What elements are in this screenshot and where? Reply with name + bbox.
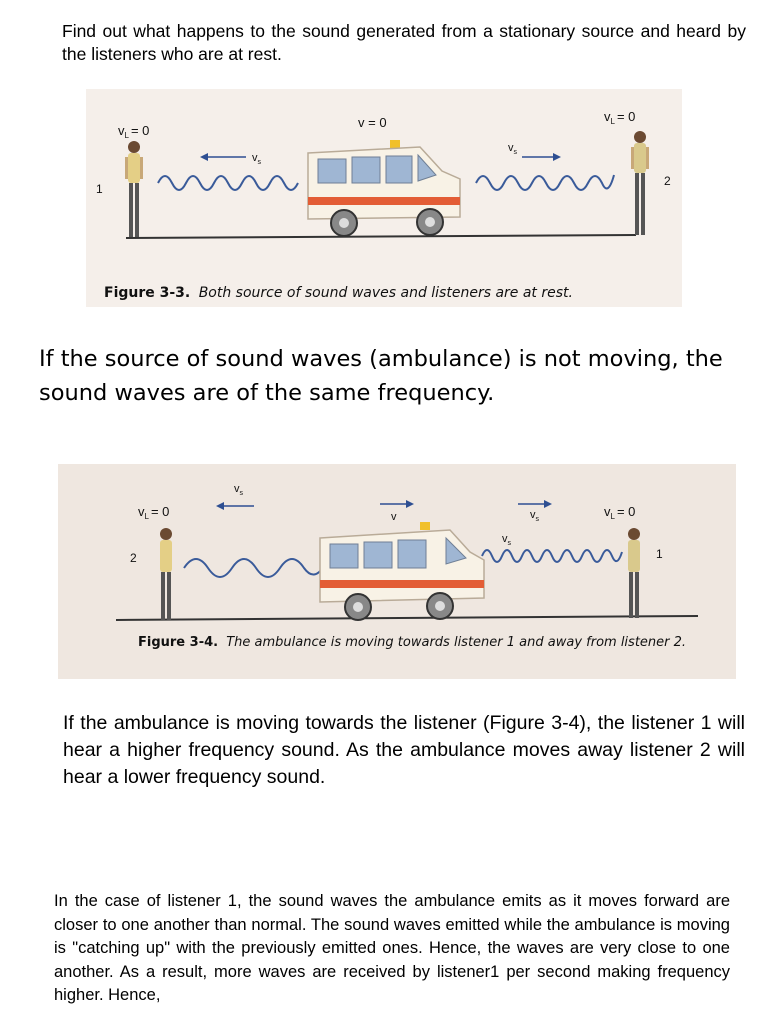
figure-3-4 — [58, 464, 736, 679]
listener1-paragraph: In the case of listener 1, the sound waves the ambulance emits as it moves forward are closer to one another than normal. The sound waves emitted while the ambulance is moving is "catching up" with the previously emitted ones. Hence, the waves are very close to one another. As a result, more waves are received by listener1 per second making frequency higher. Hence, — [54, 892, 730, 1004]
fig1-center-velocity-label: v = 0 — [358, 115, 387, 130]
figure-3-3 — [86, 89, 682, 307]
moving-paragraph: If the ambulance is moving towards the listener (Figure 3-4), the listener 1 will hear a higher frequency sound. As the ambulance moves away listener 2 will hear a lower frequency sound. — [63, 712, 745, 788]
fig1-caption: Figure 3-3. Both source of sound waves and listeners are at rest. — [104, 285, 573, 301]
fig1-listener-left-number: 1 — [96, 182, 103, 196]
fig1-left-velocity-label: $v_L = 0$ — [118, 123, 150, 140]
fig2-right-vs-label: $v_s$ — [530, 509, 539, 523]
fig2-listener-right-number: 1 — [656, 547, 663, 561]
fig2-right-velocity-label: $v_L = 0$ — [604, 504, 636, 521]
fig1-wave-left-label: $v_s$ — [252, 152, 261, 166]
fig2-caption: Figure 3-4. The ambulance is moving towards listener 1 and away from listener 2. — [138, 635, 687, 650]
stationary-paragraph: If the source of sound waves (ambulance) is not moving, the sound waves are of the same frequency. — [39, 346, 723, 406]
fig2-listener-left-number: 2 — [130, 551, 137, 565]
fig1-wave-right-label: $v_s$ — [508, 142, 517, 156]
fig2-left-velocity-label: $v_L = 0$ — [138, 504, 170, 521]
intro-paragraph: Find out what happens to the sound generated from a stationary source and heard by the listeners who are at rest. — [62, 21, 746, 64]
fig1-listener-right-number: 2 — [664, 174, 671, 188]
fig1-right-velocity-label: $v_L = 0$ — [604, 109, 636, 126]
fig2-wave-vs-label: $v_s$ — [502, 533, 511, 547]
fig2-mid-v-label: v — [391, 511, 397, 523]
fig2-top-vs-label: $v_s$ — [234, 483, 243, 497]
